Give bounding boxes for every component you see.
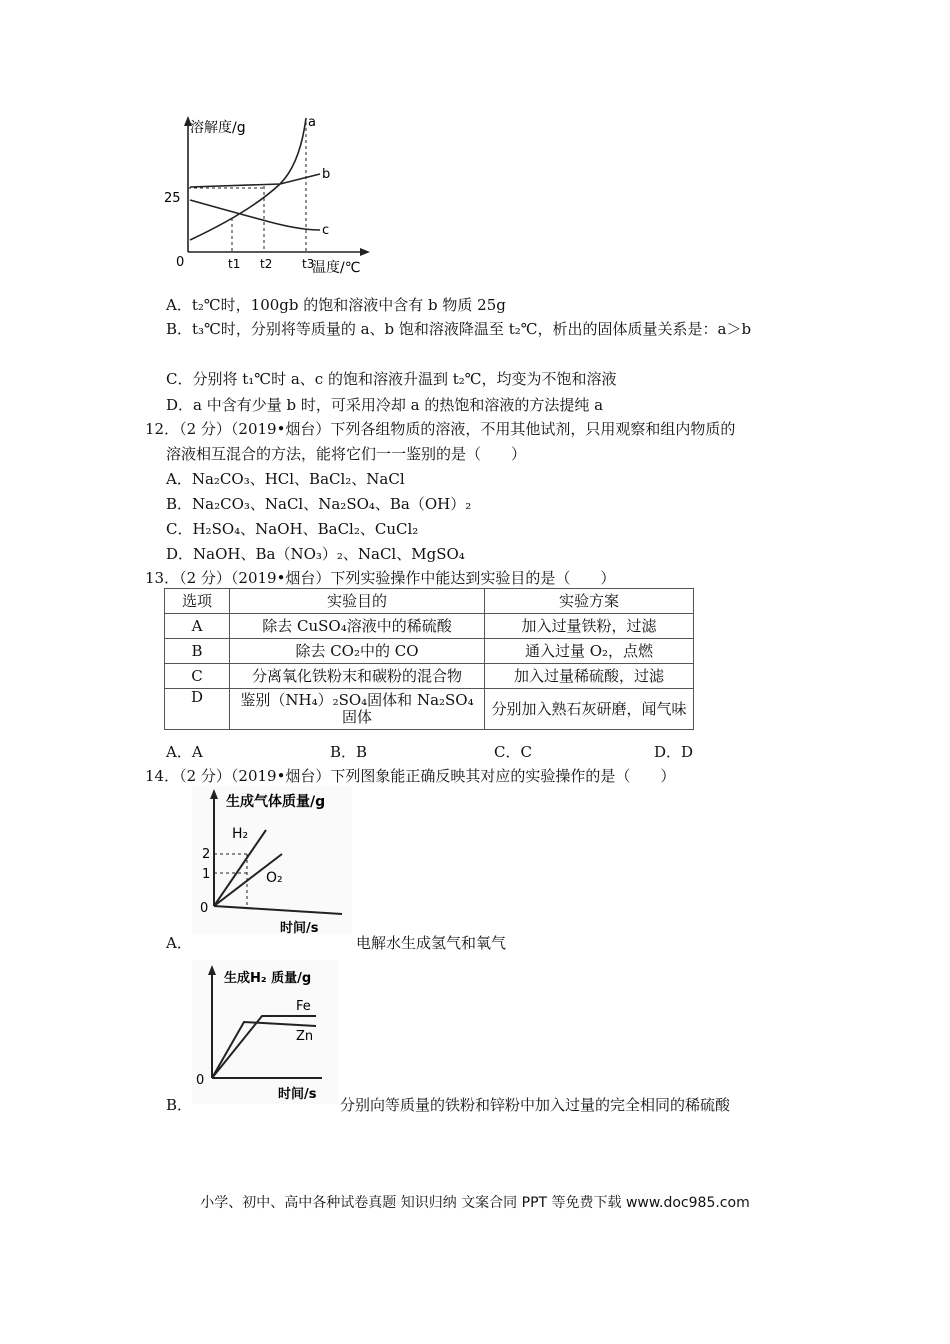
q13-option-b: B．B xyxy=(330,743,368,761)
table-row xyxy=(165,664,694,689)
q13-option-c: C．C xyxy=(494,743,532,761)
graph-b-zn: Zn xyxy=(296,1029,314,1044)
graph-a-h2: H₂ xyxy=(232,826,249,842)
graph1-ylabel: 溶解度/g xyxy=(190,120,246,136)
q11-option-a: A．t₂℃时，100gb 的饱和溶液中含有 b 物质 25g xyxy=(166,296,506,314)
solubility-graph xyxy=(160,112,390,282)
graph1-xlabel: 温度/℃ xyxy=(312,260,361,276)
graph1-origin: 0 xyxy=(176,255,185,270)
q12-option-b: B．Na₂CO₃、NaCl、Na₂SO₄、Ba（OH）₂ xyxy=(166,495,472,513)
graph-b-metal-acid xyxy=(192,960,338,1104)
table-header-cell: 选项 xyxy=(165,589,230,614)
graph1-b: b xyxy=(322,167,331,182)
graph-b-fe: Fe xyxy=(296,999,311,1014)
table-row xyxy=(165,639,694,664)
graph-a-electrolysis xyxy=(192,786,352,934)
graph-a-o2: O₂ xyxy=(266,870,283,886)
graph1-t3: t3 xyxy=(302,257,315,271)
table-cell: C xyxy=(165,664,230,689)
table-cell: 鉴别（NH₄）₂SO₄固体和 Na₂SO₄固体 xyxy=(230,689,485,730)
q12-stem-2: 溶液相互混合的方法，能将它们一一鉴别的是（ ） xyxy=(166,445,527,463)
table-cell: D xyxy=(165,689,230,730)
q12-option-d: D．NaOH、Ba（NO₃）₂、NaCl、MgSO₄ xyxy=(166,545,465,563)
q13-option-a: A．A xyxy=(166,743,203,761)
graph1-t1: t1 xyxy=(228,257,241,271)
graph1-c: c xyxy=(322,223,330,238)
table-header-row xyxy=(165,589,694,614)
table-cell: 除去 CO₂中的 CO xyxy=(230,639,485,664)
q14-option-b-text: 分别向等质量的铁粉和锌粉中加入过量的完全相同的稀硫酸 xyxy=(340,1096,731,1114)
table-cell: B xyxy=(165,639,230,664)
table-cell: 加入过量稀硫酸，过滤 xyxy=(485,664,694,689)
table-header-cell: 实验目的 xyxy=(230,589,485,614)
graph-a-origin: 0 xyxy=(200,901,209,916)
graph-a-y1: 1 xyxy=(202,867,211,882)
q12-option-a: A．Na₂CO₃、HCl、BaCl₂、NaCl xyxy=(166,470,405,488)
graph-a-xlabel: 时间/s xyxy=(280,921,319,934)
q11-option-c: C．分别将 t₁℃时 a、c 的饱和溶液升温到 t₂℃，均变为不饱和溶液 xyxy=(166,370,617,388)
q14-option-a-text: 电解水生成氢气和氧气 xyxy=(356,934,507,952)
q14-option-b-label: B． xyxy=(166,1096,193,1114)
q14-stem: 14．（2 分）（2019•烟台）下列图象能正确反映其对应的实验操作的是（ ） xyxy=(145,767,676,785)
table-cell: 分离氧化铁粉末和碳粉的混合物 xyxy=(230,664,485,689)
graph-b-ylabel: 生成H₂ 质量/g xyxy=(224,971,312,986)
table-row xyxy=(165,689,694,730)
q13-stem: 13．（2 分）（2019•烟台）下列实验操作中能达到实验目的是（ ） xyxy=(145,569,616,587)
graph1-t2: t2 xyxy=(260,257,273,271)
q14-option-a-label: A． xyxy=(166,934,192,952)
q13-option-d: D．D xyxy=(654,743,694,761)
table-cell: 加入过量铁粉，过滤 xyxy=(485,614,694,639)
graph1-y25: 25 xyxy=(164,191,181,206)
q11-option-d: D．a 中含有少量 b 时，可采用冷却 a 的热饱和溶液的方法提纯 a xyxy=(166,396,604,414)
table-row xyxy=(165,614,694,639)
graph-b-origin: 0 xyxy=(196,1073,205,1088)
graph-a-y2: 2 xyxy=(202,847,211,862)
page-footer: 小学、初中、高中各种试卷真题 知识归纳 文案合同 PPT 等免费下载 www.doc985.com xyxy=(200,1195,750,1211)
table-cell: 分别加入熟石灰研磨，闻气味 xyxy=(485,689,694,730)
table-cell: 除去 CuSO₄溶液中的稀硫酸 xyxy=(230,614,485,639)
q13-table xyxy=(164,588,694,730)
graph-b-xlabel: 时间/s xyxy=(278,1087,317,1102)
graph1-a: a xyxy=(308,115,316,130)
q11-option-b: B．t₃℃时，分别将等质量的 a、b 饱和溶液降温至 t₂℃，析出的固体质量关系是：a＞b xyxy=(166,320,752,338)
q12-option-c: C．H₂SO₄、NaOH、BaCl₂、CuCl₂ xyxy=(166,520,419,538)
q12-stem-1: 12．（2 分）（2019•烟台）下列各组物质的溶液，不用其他试剂，只用观察和组内物质的 xyxy=(145,420,736,438)
table-header-cell: 实验方案 xyxy=(485,589,694,614)
table-cell: 通入过量 O₂，点燃 xyxy=(485,639,694,664)
table-cell: A xyxy=(165,614,230,639)
graph-a-ylabel: 生成气体质量/g xyxy=(226,794,326,810)
